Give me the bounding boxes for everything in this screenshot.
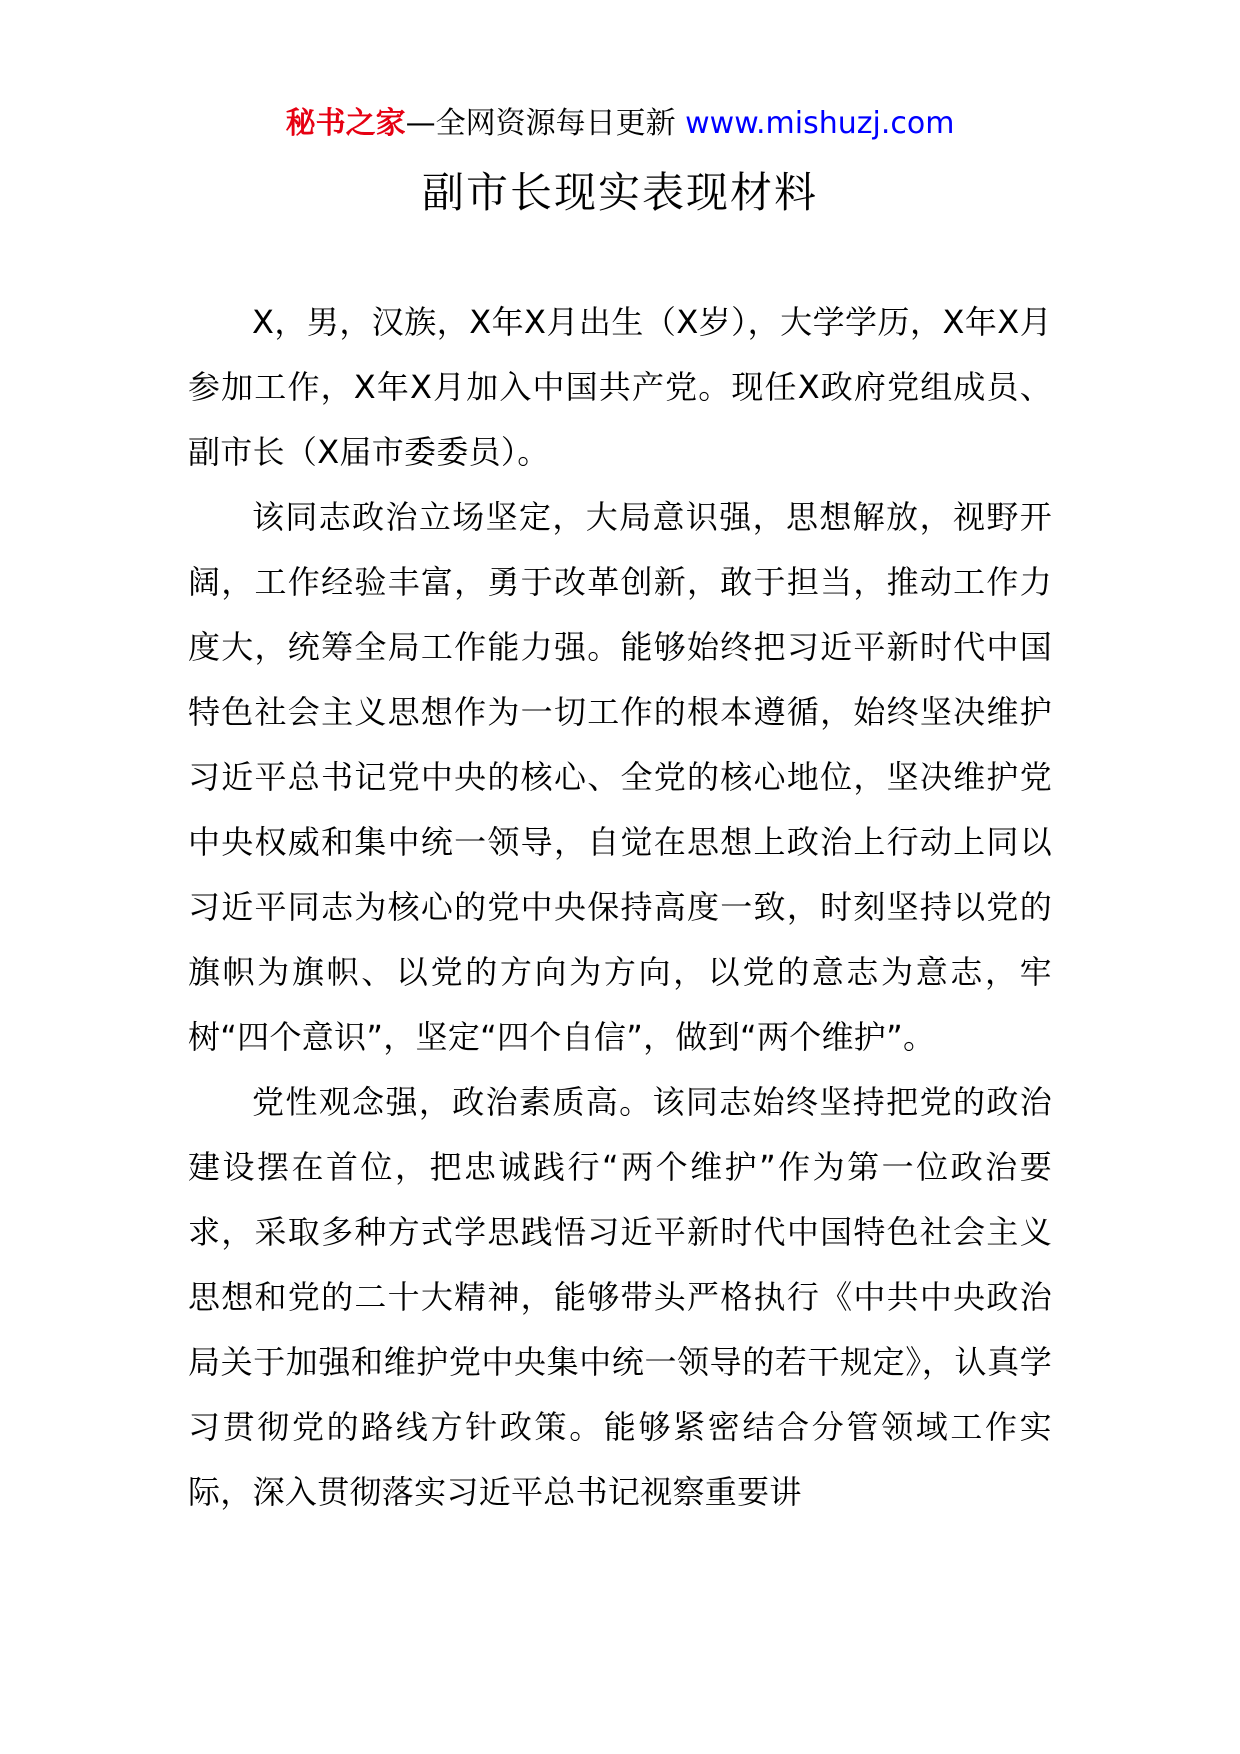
document-title: 副市长现实表现材料 [421, 168, 818, 217]
paragraph-party-spirit: 党性观念强，政治素质高。该同志始终坚持把党的政治建设摆在首位，把忠诚践行“两个维护”作为第一位政治要求，采取多种方式学思践悟习近平新时代中国特色社会主义思想和党的二十大精神，能够带头严格执行《中共中央政治局关于加强和维护党中央集中统一领导的若干规定》，认真学习贯彻党的路线方针政策。能够紧密结合分管领域工作实际，深入贯彻落实习近平总书记视察重要讲 [188, 1083, 1052, 1511]
paragraph-profile: X，男，汉族，X年X月出生（X岁），大学学历，X年X月参加工作，X年X月加入中国共产党。现任X政府党组成员、副市长（X届市委委员）。 [188, 303, 1052, 471]
header-tagline: —全网资源每日更新 [405, 106, 676, 141]
paragraph-political-stance: 该同志政治立场坚定，大局意识强，思想解放，视野开阔，工作经验丰富，勇于改革创新，敢于担当，推动工作力度大，统筹全局工作能力强。能够始终把习近平新时代中国特色社会主义思想作为一切工作的根本遵循，始终坚决维护习近平总书记党中央的核心、全党的核心地位，坚决维护党中央权威和集中统一领导，自觉在思想上政治上行动上同以习近平同志为核心的党中央保持高度一致，时刻坚持以党的旗帜为旗帜、以党的方向为方向，以党的意志为意志，牢树“四个意识”，坚定“四个自信”，做到“两个维护”。 [188, 498, 1052, 1056]
document-body [188, 290, 1052, 1525]
site-header [0, 100, 1240, 148]
brand-name: 秘书之家 [285, 106, 406, 141]
site-url-link[interactable]: www.mishuzj.com [685, 106, 955, 141]
